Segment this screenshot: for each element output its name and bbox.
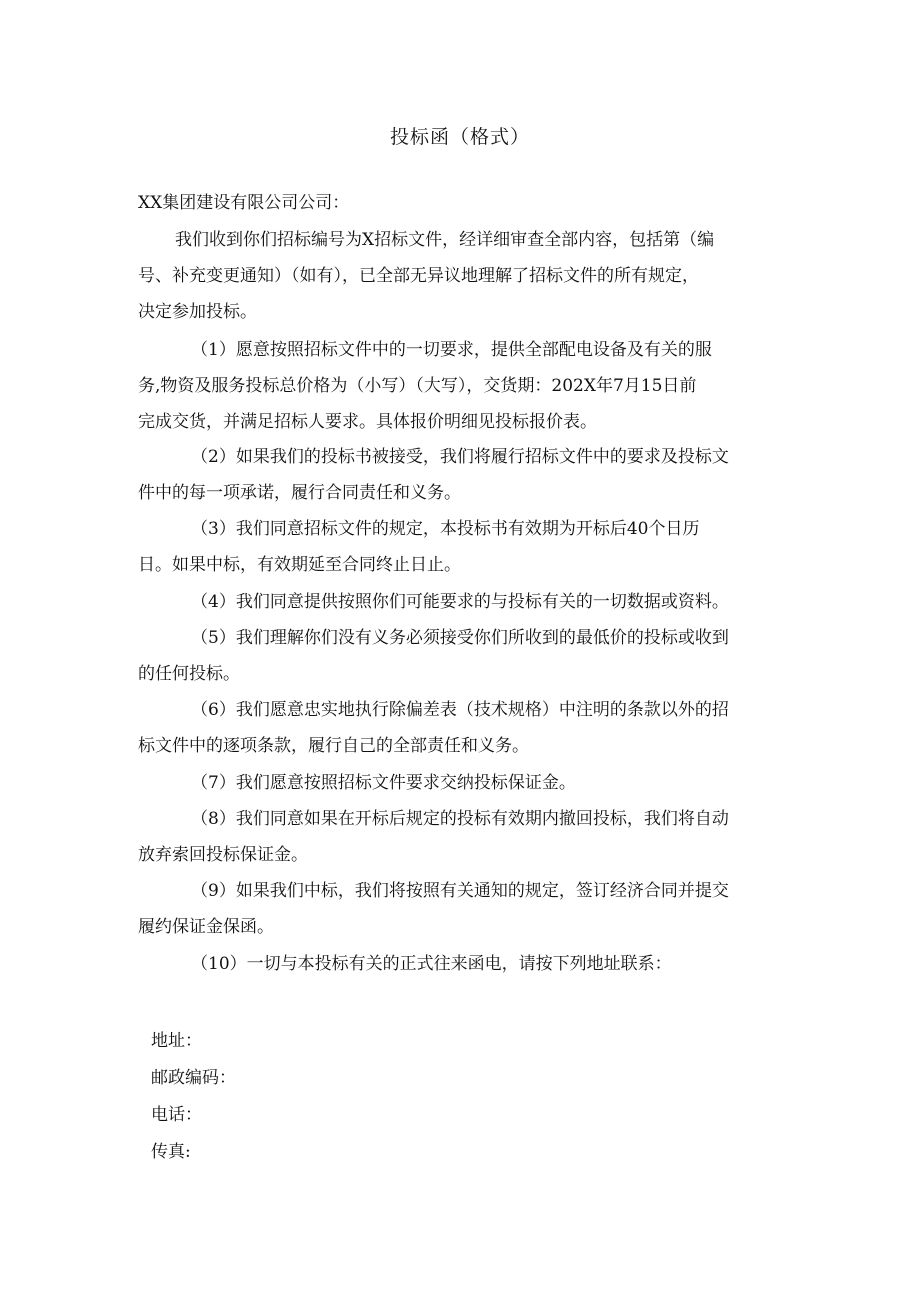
item-9: [138, 873, 729, 945]
intro-line: 号、补充变更通知）（如有），已全部无异议地理解了招标文件的所有规定，: [138, 266, 699, 286]
item-5: [138, 620, 729, 692]
item-line: （3）我们同意招标文件的规定，本投标书有效期为开标后40个日历: [191, 519, 700, 539]
salutation: XX集团建设有限公司公司：: [138, 193, 350, 213]
contact-postcode-label: 邮政编码：: [151, 1068, 236, 1088]
item-line: （10）一切与本投标有关的正式往来函电，请按下列地址联系：: [191, 954, 672, 974]
item-line: 完成交货，并满足招标人要求。具体报价明细见投标报价表。: [138, 412, 597, 432]
item-line: （6）我们愿意忠实地执行除偏差表（技术规格）中注明的条款以外的招: [191, 700, 729, 720]
item-line: 日。如果中标，有效期延至合同终止日止。: [138, 555, 461, 575]
item-6: [138, 692, 729, 764]
item-line: （5）我们理解你们没有义务必须接受你们所收到的最低价的投标或收到: [191, 628, 729, 648]
item-line: （8）我们同意如果在开标后规定的投标有效期内撤回投标，我们将自动: [191, 809, 729, 829]
contact-address-label: 地址：: [151, 1031, 202, 1051]
item-line: 履约保证金保函。: [138, 917, 274, 937]
item-line: 的任何投标。: [138, 664, 240, 684]
item-7: [138, 765, 576, 801]
item-line: （9）如果我们中标，我们将按照有关通知的规定，签订经济合同并提交: [191, 881, 729, 901]
contact-phone-label: 电话：: [151, 1105, 202, 1125]
item-2: [138, 439, 729, 511]
intro-line: 决定参加投标。: [138, 302, 257, 322]
item-8: [138, 801, 729, 873]
item-line: 放弃索回投标保证金。: [138, 845, 308, 865]
intro-line: 我们收到你们招标编号为X招标文件，经详细审查全部内容，包括第（编: [175, 230, 715, 250]
item-4: [138, 584, 729, 620]
item-10: [138, 946, 672, 982]
intro-paragraph: [138, 222, 714, 330]
item-line: 件中的每一项承诺，履行合同责任和义务。: [138, 483, 461, 503]
item-line: （4）我们同意提供按照你们可能要求的与投标有关的一切数据或资料。: [191, 592, 729, 612]
item-1: [138, 332, 712, 440]
item-line: 标文件中的逐项条款，履行自己的全部责任和义务。: [138, 736, 529, 756]
item-line: 务,物资及服务投标总价格为（小写）（大写），交货期：202X年7月15日前: [138, 376, 697, 396]
item-line: （1）愿意按照招标文件中的一切要求，提供全部配电设备及有关的服: [191, 340, 712, 360]
item-line: （7）我们愿意按照招标文件要求交纳投标保证金。: [191, 773, 576, 793]
contact-fax-label: 传真:: [151, 1142, 191, 1162]
document-title: 投标函（格式）: [389, 126, 530, 148]
item-3: [138, 511, 699, 583]
item-line: （2）如果我们的投标书被接受，我们将履行招标文件中的要求及投标文: [191, 447, 729, 467]
